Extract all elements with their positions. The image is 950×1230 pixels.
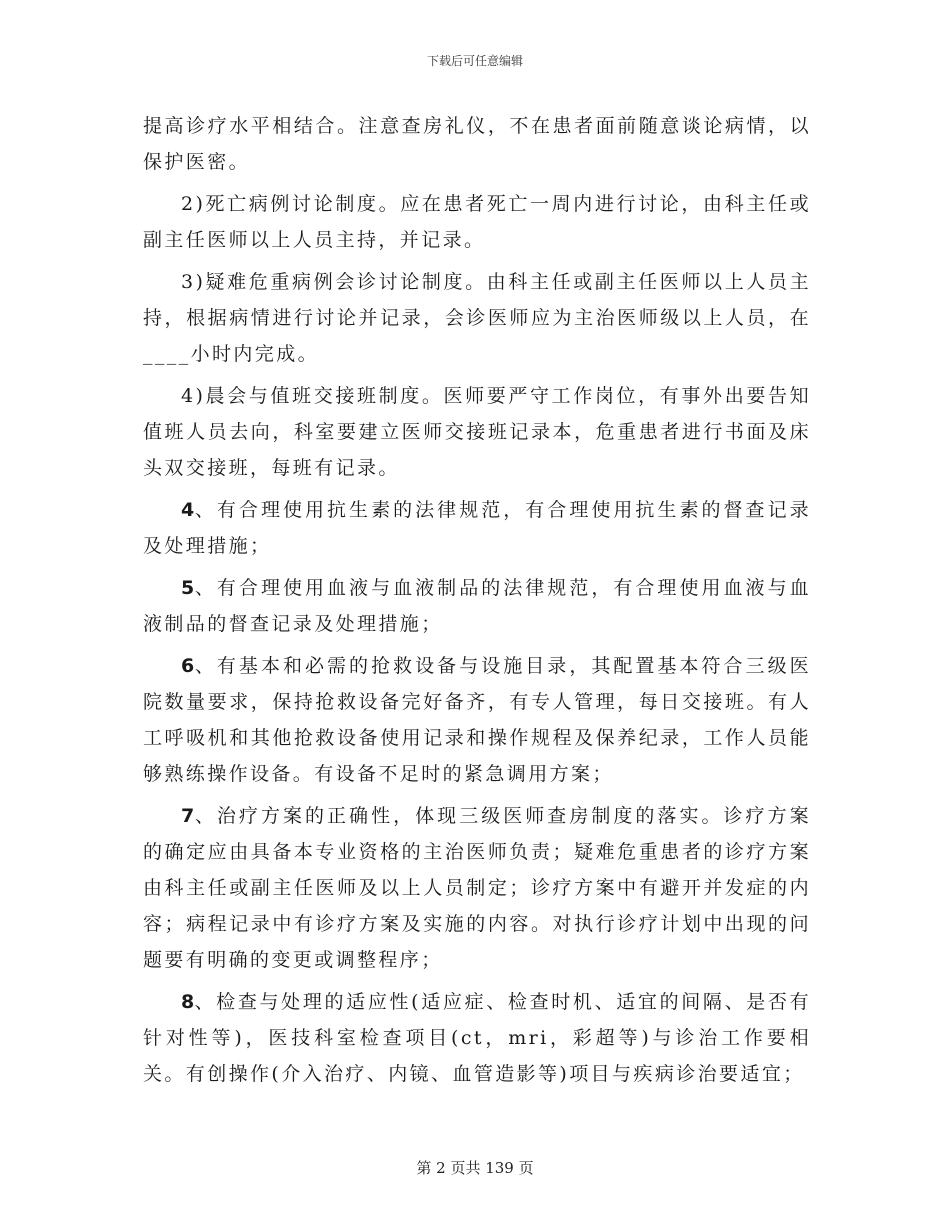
paragraph-text: 、有合理使用抗生素的法律规范，有合理使用抗生素的督查记录及处理措施； <box>143 499 811 557</box>
paragraph-continuation <box>143 108 811 180</box>
page-header: 下载后可任意编辑 <box>426 54 523 68</box>
paragraph-morning-meeting-handover <box>143 378 811 486</box>
item-number: 5 <box>181 577 195 599</box>
paragraph-text: 提高诊疗水平相结合。注意查房礼仪，不在患者面前随意谈论病情，以保护医密。 <box>143 115 811 173</box>
paragraph-item-7 <box>143 798 811 978</box>
paragraph-text: 、有合理使用血液与血液制品的法律规范，有合理使用血液与血液制品的督查记录及处理措施； <box>143 577 811 635</box>
paragraph-text: 、检查与处理的适应性(适应症、检查时机、适宜的间隔、是否有针对性等)，医技科室检查项目(ct，mri，彩超等)与诊治工作要相关。有创操作(介入治疗、内镜、血管造影等)项目与疾病诊治要适宜； <box>143 991 811 1085</box>
paragraph-death-case-discussion <box>143 186 811 258</box>
item-number: 8 <box>181 991 195 1013</box>
paragraph-text: 、有基本和必需的抢救设备与设施目录，其配置基本符合三级医院数量要求，保持抢救设备完好备齐，有专人管理，每日交接班。有人工呼吸机和其他抢救设备使用记录和操作规程及保养纪录，工作人员能够熟练操作设备。有设备不足时的紧急调用方案； <box>143 655 811 785</box>
paragraph-text: 2)死亡病例讨论制度。应在患者死亡一周内进行讨论，由科主任或副主任医师以上人员主持，并记录。 <box>143 193 811 251</box>
document-body <box>143 108 811 1098</box>
paragraph-text: 3)疑难危重病例会诊讨论制度。由科主任或副主任医师以上人员主持，根据病情进行讨论并记录，会诊医师应为主治医师级以上人员，在____小时内完成。 <box>143 271 811 365</box>
paragraph-item-8 <box>143 984 811 1092</box>
paragraph-item-4 <box>143 492 811 564</box>
paragraph-item-5 <box>143 570 811 642</box>
paragraph-difficult-case-consultation <box>143 264 811 372</box>
paragraph-text: 4)晨会与值班交接班制度。医师要严守工作岗位，有事外出要告知值班人员去向，科室要建立医师交接班记录本，危重患者进行书面及床头双交接班，每班有记录。 <box>143 385 811 479</box>
item-number: 7 <box>181 805 195 827</box>
paragraph-item-6 <box>143 648 811 792</box>
item-number: 6 <box>181 655 195 677</box>
paragraph-text: 、治疗方案的正确性，体现三级医师查房制度的落实。诊疗方案的确定应由具备本专业资格的主治医师负责；疑难危重患者的诊疗方案由科主任或副主任医师及以上人员制定；诊疗方案中有避开并发症的内容；病程记录中有诊疗方案及实施的内容。对执行诊疗计划中出现的问题要有明确的变更或调整程序； <box>143 805 811 971</box>
page-footer: 第 2 页共 139 页 <box>416 1159 534 1177</box>
item-number: 4 <box>181 499 195 521</box>
